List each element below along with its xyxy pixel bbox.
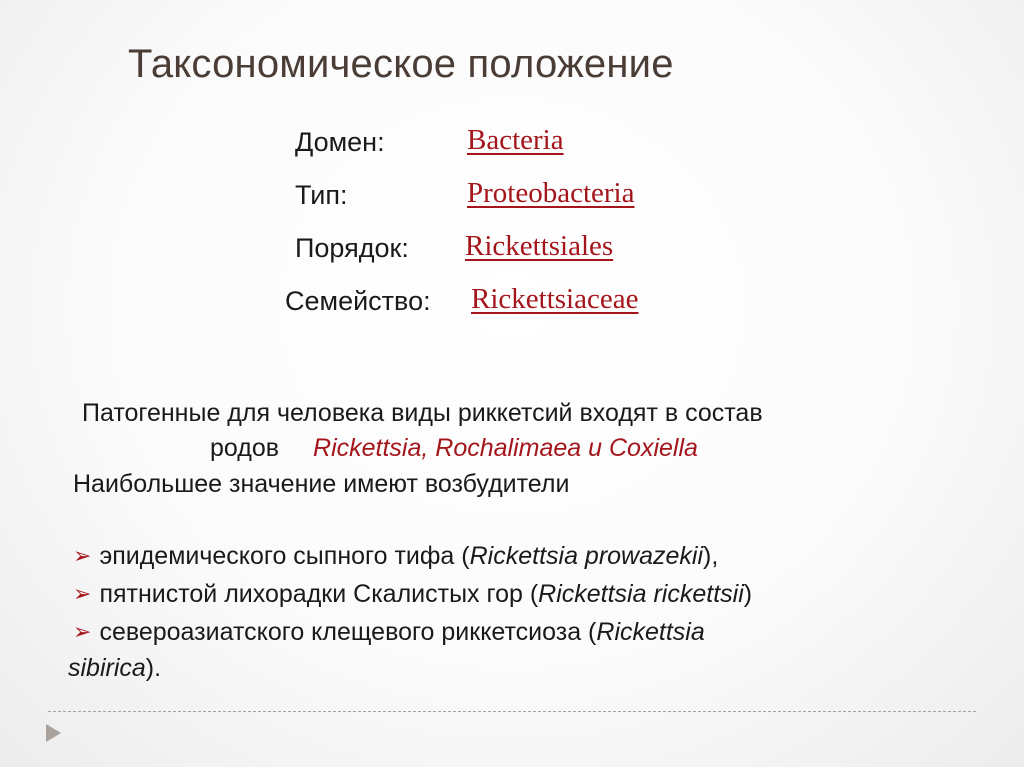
species-name: Rickettsia rickettsii <box>538 580 744 608</box>
body-line-1: Патогенные для человека виды риккетсий входят в состав <box>82 399 763 427</box>
genera-list: Rickettsia, Rochalimaea и Coxiella <box>313 434 698 462</box>
bullet-text: пятнистой лихорадки Скалистых гор ( <box>99 580 539 608</box>
taxonomy-link-family[interactable]: Rickettsiaceae <box>471 283 639 315</box>
body-line-2 <box>210 433 698 463</box>
body-line-2-prefix: родов <box>210 434 280 462</box>
species-name: Rickettsia <box>596 618 705 646</box>
taxonomy-label-domain: Домен: <box>295 127 385 157</box>
taxonomy-label-family: Семейство: <box>285 286 431 316</box>
footer-divider <box>48 711 976 712</box>
arrow-right-icon: ➢ <box>73 581 92 606</box>
bullet-suffix: ), <box>703 542 719 570</box>
bullet-suffix: ) <box>743 580 753 608</box>
species-name: sibirica <box>68 654 146 682</box>
species-name: Rickettsia prowazekii <box>469 542 704 570</box>
bullet-text: североазиатского клещевого риккетсиоза ( <box>99 618 597 646</box>
page-title: Таксономическое положение <box>128 42 674 86</box>
bullet-suffix: ). <box>145 654 162 682</box>
taxonomy-label-order: Порядок: <box>295 233 409 263</box>
triangle-right-icon <box>46 724 61 742</box>
taxonomy-link-order[interactable]: Rickettsiales <box>465 230 614 262</box>
list-item-continuation <box>68 654 161 683</box>
taxonomy-link-domain[interactable]: Bacteria <box>467 124 564 156</box>
arrow-right-icon: ➢ <box>73 619 92 644</box>
list-item <box>73 618 705 647</box>
taxonomy-label-phylum: Тип: <box>295 180 348 210</box>
bullet-text: эпидемического сыпного тифа ( <box>99 542 470 570</box>
body-line-3: Наибольшее значение имеют возбудители <box>73 470 570 498</box>
list-item <box>73 580 752 609</box>
arrow-right-icon: ➢ <box>73 543 92 568</box>
list-item <box>73 542 718 571</box>
taxonomy-link-phylum[interactable]: Proteobacteria <box>467 177 635 209</box>
